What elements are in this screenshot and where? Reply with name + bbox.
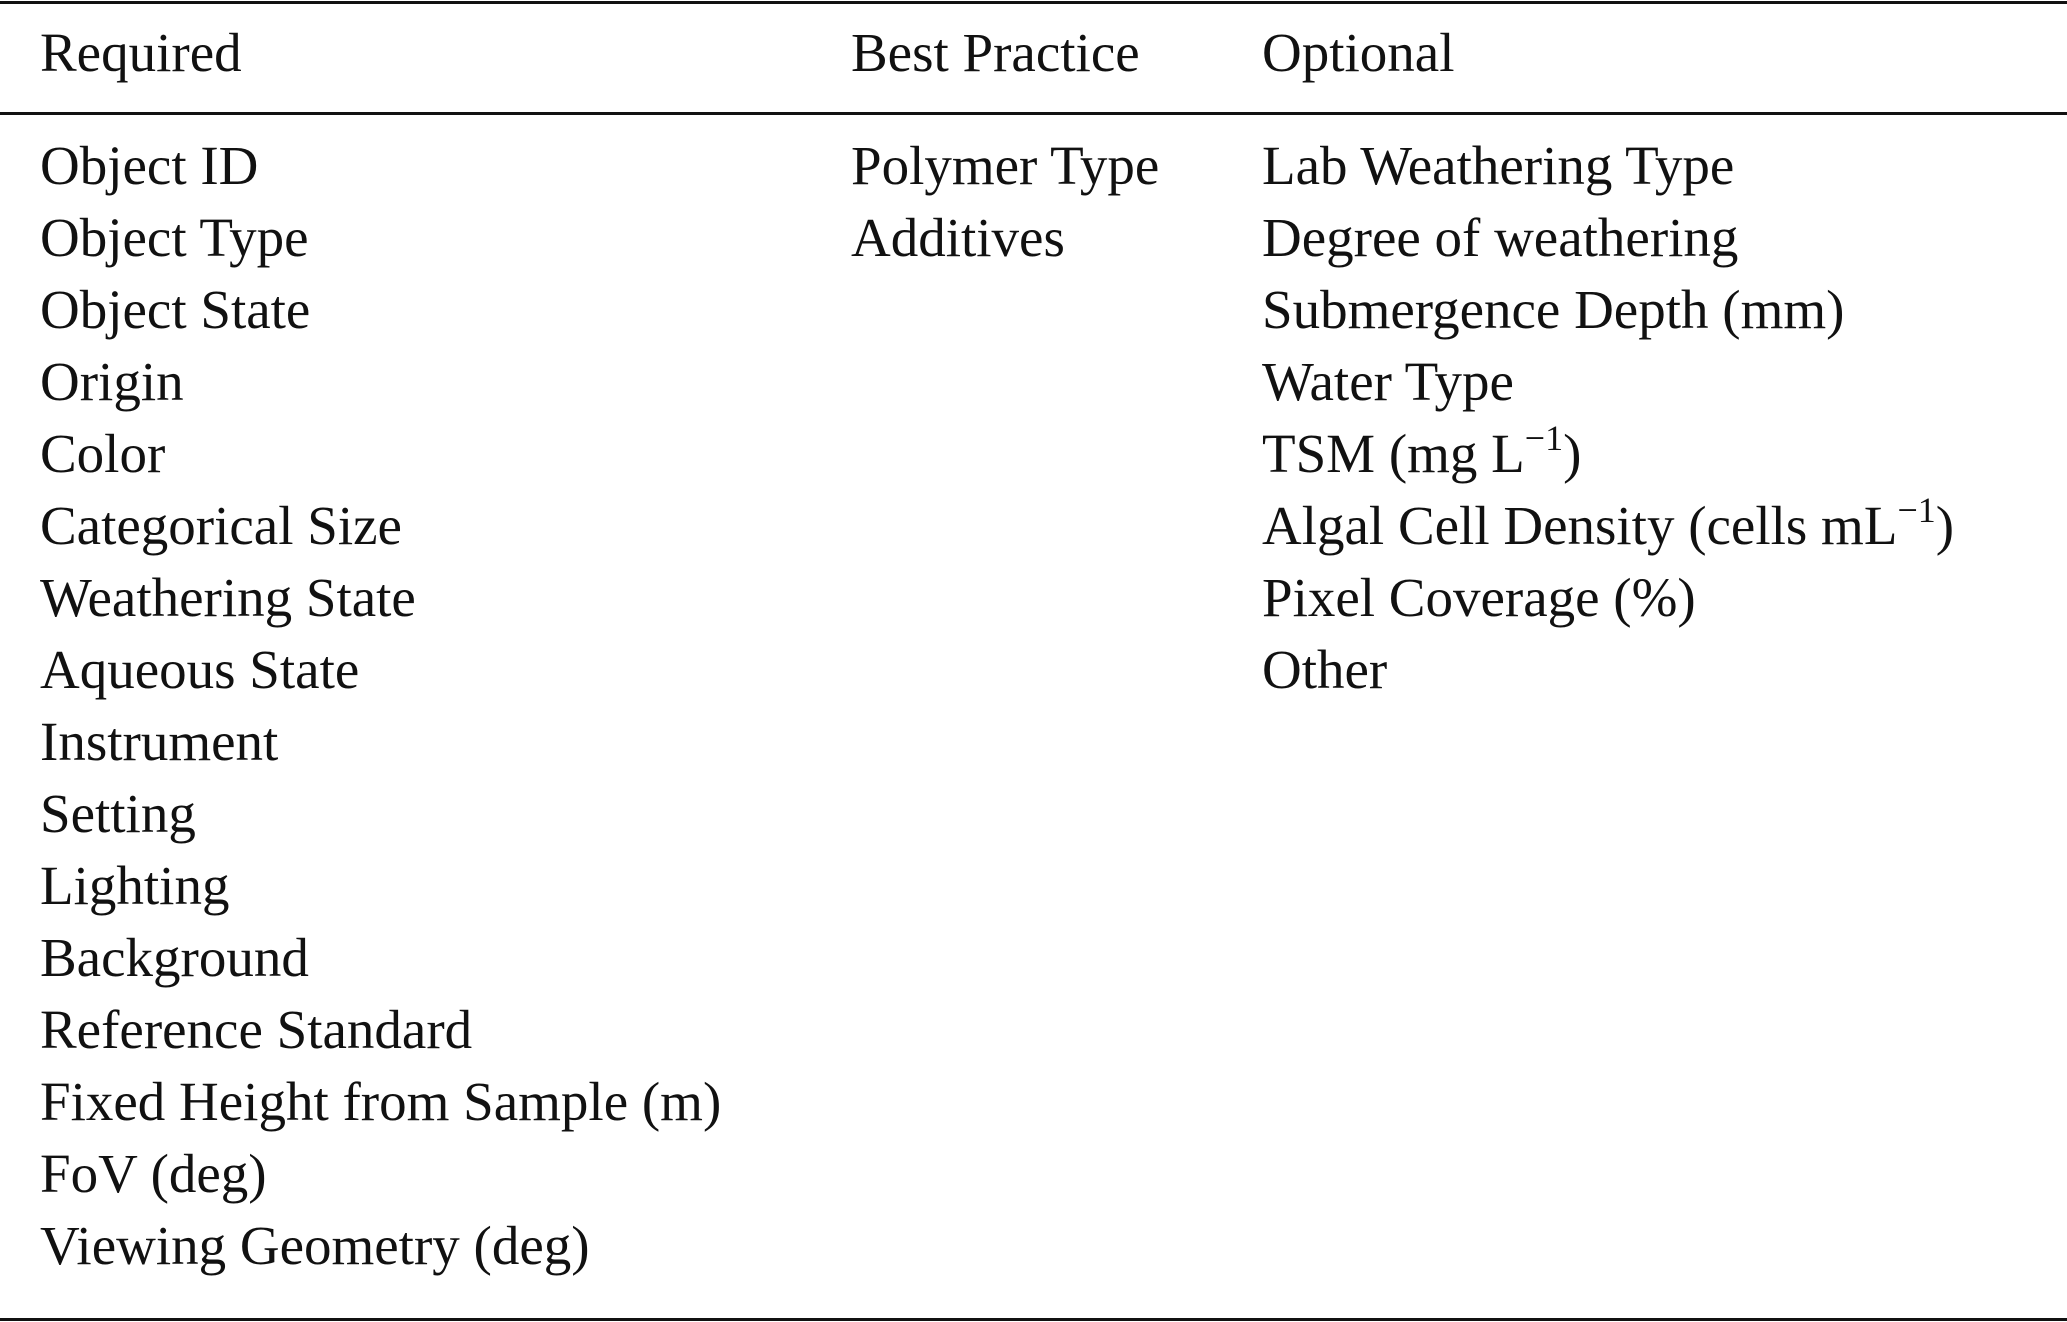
algal-close-paren: )	[1935, 495, 1955, 556]
tsm-label: TSM (mg L	[1262, 423, 1525, 484]
header-best-practice: Best Practice	[851, 22, 1140, 83]
list-item: Submergence Depth (mm)	[1262, 279, 1845, 340]
list-item: Instrument	[40, 711, 279, 772]
table-header-rule	[0, 112, 2067, 115]
list-item: Weathering State	[40, 567, 416, 628]
list-item: Viewing Geometry (deg)	[40, 1215, 590, 1276]
table-top-rule	[0, 1, 2067, 4]
list-item: Object State	[40, 279, 311, 340]
list-item: Background	[40, 927, 309, 988]
list-item: Lighting	[40, 855, 230, 916]
table-bottom-rule	[0, 1318, 2067, 1321]
algal-superscript: −1	[1897, 490, 1936, 530]
list-item: Additives	[851, 207, 1065, 268]
list-item: Polymer Type	[851, 135, 1160, 196]
list-item: Fixed Height from Sample (m)	[40, 1071, 722, 1132]
optional-list	[1262, 130, 1954, 706]
list-item: Reference Standard	[40, 999, 473, 1060]
list-item: Object Type	[40, 207, 309, 268]
header-required: Required	[40, 22, 242, 83]
list-item	[1262, 490, 1954, 562]
list-item: Object ID	[40, 135, 259, 196]
list-item: Degree of weathering	[1262, 207, 1739, 268]
best-practice-list	[851, 130, 1159, 274]
list-item: Other	[1262, 639, 1388, 700]
list-item	[1262, 418, 1954, 490]
list-item: FoV (deg)	[40, 1143, 267, 1204]
list-item: Lab Weathering Type	[1262, 135, 1735, 196]
list-item: Origin	[40, 351, 184, 412]
algal-label: Algal Cell Density (cells mL	[1262, 495, 1898, 556]
list-item: Water Type	[1262, 351, 1514, 412]
tsm-close-paren: )	[1563, 423, 1582, 484]
required-list	[40, 130, 721, 1282]
list-item: Pixel Coverage (%)	[1262, 567, 1696, 628]
list-item: Categorical Size	[40, 495, 402, 556]
tsm-superscript: −1	[1524, 418, 1564, 458]
list-item: Setting	[40, 783, 196, 844]
list-item: Aqueous State	[40, 639, 360, 700]
header-optional: Optional	[1262, 22, 1455, 83]
list-item: Color	[40, 423, 166, 484]
